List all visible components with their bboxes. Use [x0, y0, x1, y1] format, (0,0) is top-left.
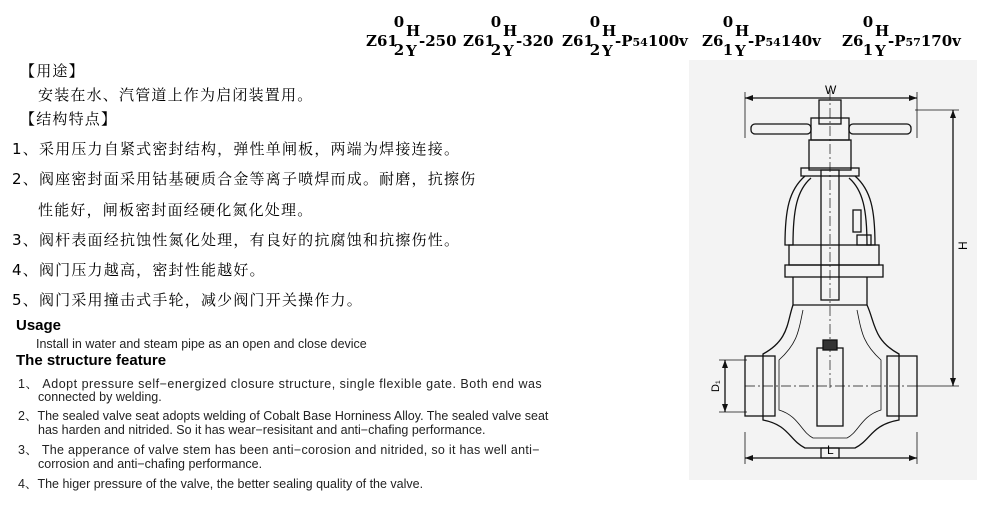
en-usage-title: Usage: [16, 317, 62, 334]
model-prefix: Z6: [842, 32, 864, 50]
cn-structure-title: 【结构特点】: [20, 110, 118, 128]
en-line-7: 4、The higer pressure of the valve, the better sealing quality of the valve.: [18, 477, 424, 491]
cn-feature-1: 1、采用压力自紧式密封结构，弹性单闸板，两端为焊接连接。: [12, 140, 461, 158]
model-prefix: Z6: [702, 32, 724, 50]
en-line-5: 3、 The apperance of valve stem has been anti−corosion and nitrided, so it has well anti−: [18, 443, 540, 457]
dim-l-label: L: [827, 443, 834, 457]
valve-drawing: [689, 60, 977, 480]
model-designations: Z61 0 2 H Y -250 Z61 0 2 H Y -320 Z61 0 2 H Y -P54100v Z6 0 1 H Y -P54140v Z6 0 1 H Y -P57170v: [366, 13, 961, 60]
cn-usage-text: 安装在水、汽管道上作为启闭装置用。: [38, 86, 314, 104]
model-prefix: Z61: [562, 32, 594, 50]
en-line-1: 1、 Adopt pressure self−energized closure structure, single flexible gate. Both end was: [18, 377, 543, 391]
model-prefix: Z61: [366, 32, 398, 50]
en-structure-title: The structure feature: [16, 352, 167, 369]
cn-usage-title: 【用途】: [20, 62, 85, 80]
cn-feature-5: 5、阀门采用撞击式手轮，减少阀门开关操作力。: [12, 291, 363, 309]
cn-feature-3: 3、阀杆表面经抗蚀性氮化处理，有良好的抗腐蚀和抗擦伤性。: [12, 231, 461, 249]
dim-w-label: W: [825, 83, 837, 97]
cn-feature-4: 4、阀门压力越高，密封性能越好。: [12, 261, 266, 279]
model-prefix: Z61: [463, 32, 495, 50]
en-usage-text: Install in water and steam pipe as an open and close device: [36, 337, 367, 351]
dim-d1-label: D₁: [710, 380, 722, 392]
cn-feature-2-cont: 性能好，闸板密封面经硬化氮化处理。: [38, 201, 314, 219]
en-line-4: has harden and nitrided. So it has wear−resisitant and anti−chafing performance.: [38, 423, 486, 437]
en-line-3: 2、The sealed valve seat adopts welding of Cobalt Base Horniness Alloy. The sealed valve seat: [18, 409, 549, 423]
en-line-2: connected by welding.: [38, 390, 162, 404]
cn-feature-2: 2、阀座密封面采用钴基硬质合金等离子喷焊而成。耐磨，抗擦伤: [12, 170, 477, 188]
dim-h-label: H: [956, 241, 970, 250]
en-line-6: corrosion and anti−chafing performance.: [38, 457, 263, 471]
